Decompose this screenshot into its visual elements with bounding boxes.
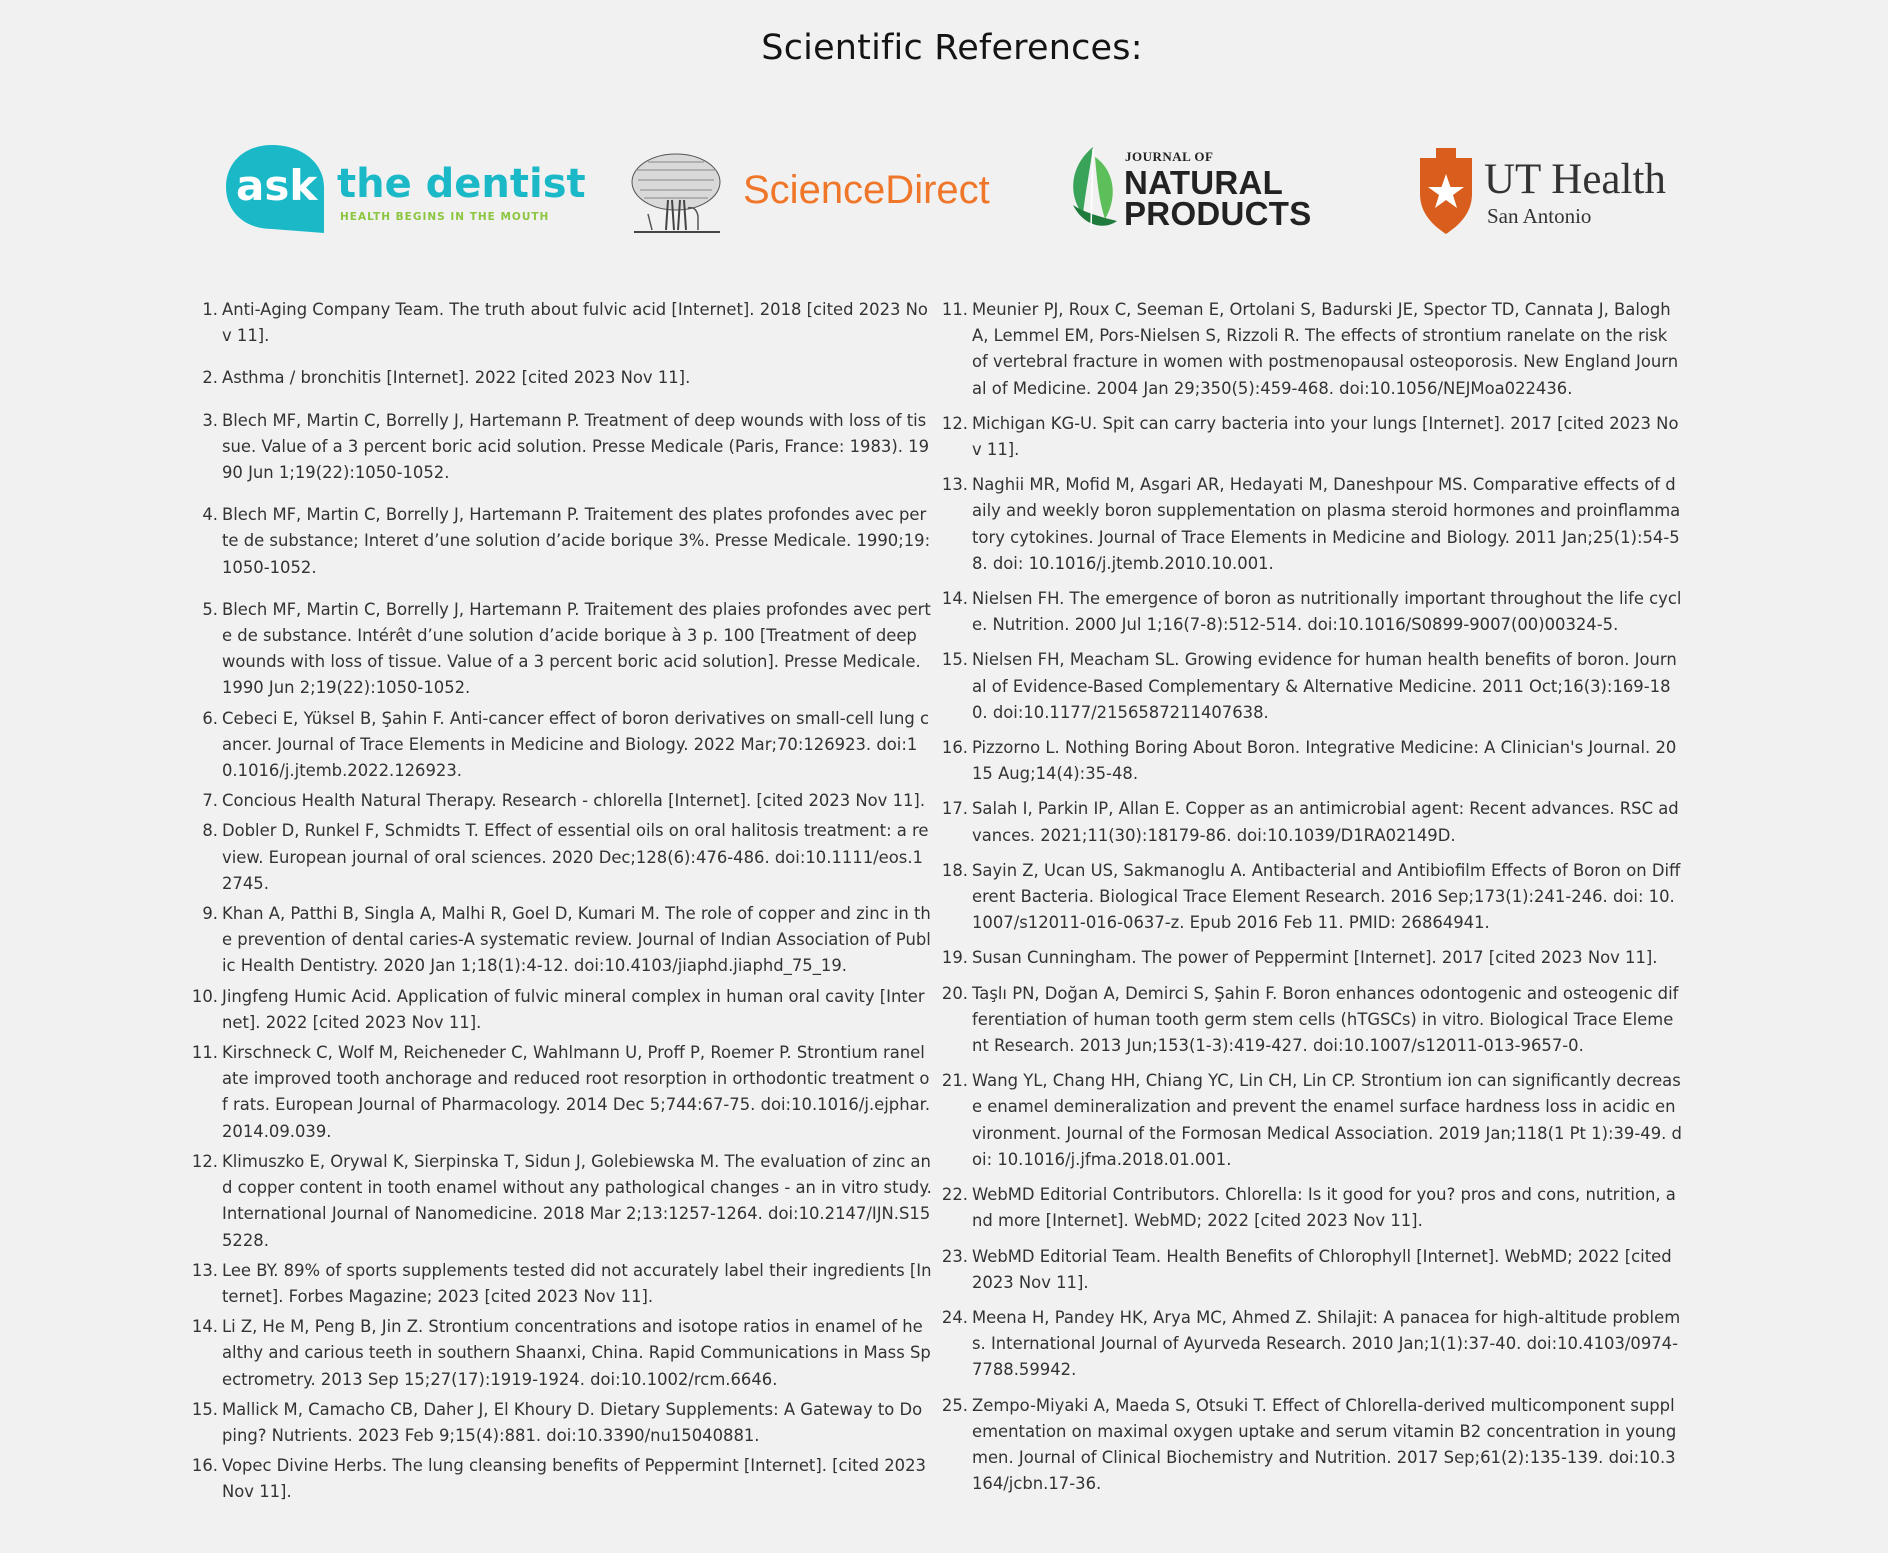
reference-number: 22.	[941, 1185, 968, 1205]
reference-text: Mallick M, Camacho CB, Daher J, El Khoury D. Dietary Supplements: A Gateway to Doping? Nutrients. 2023 Feb 9;15(4):881. doi:10.3390/nu15040881.	[222, 1399, 923, 1445]
reference-text: Klimuszko E, Orywal K, Sierpinska T, Sidun J, Golebiewska M. The evaluation of zinc and copper content in tooth enamel without any pathological changes - an in vitro study. International Journal of Nanomedicine. 2018 Mar 2;13:1257-1264. doi:10.2147/IJN.S155228.	[222, 1151, 932, 1250]
reference-text: Wang YL, Chang HH, Chiang YC, Lin CH, Lin CP. Strontium ion can significantly decrease enamel demineralization and prevent the enamel surface hardness loss in acidic environment. Journal of the Formosan Medical Association. 2019 Jan;118(1 Pt 1):39-49. doi: 10.1016/j.jfma.2018.01.001.	[972, 1071, 1682, 1169]
reference-item	[190, 502, 932, 581]
jnp-line-2: PRODUCTS	[1124, 195, 1312, 232]
journal-natural-products-logo[interactable]	[1065, 145, 1335, 235]
reference-item	[190, 1314, 932, 1393]
reference-number: 7.	[202, 791, 218, 811]
reference-number: 16.	[941, 738, 968, 758]
ut-health-logo[interactable]	[1414, 144, 1684, 236]
reference-text: Blech MF, Martin C, Borrelly J, Hartemann P. Traitement des plaies profondes avec perte de substance. Intérêt d’une solution d’acide borique à 3 p. 100 [Treatment of deep wounds with loss of tissue. Value of a 3 percent boric acid solution]. Presse Medicale. 1990 Jun 2;19(22):1050-1052.	[222, 599, 931, 698]
reference-number: 10.	[191, 986, 218, 1006]
reference-number: 5.	[202, 599, 218, 619]
reference-item	[190, 365, 932, 391]
reference-item	[940, 1182, 1682, 1234]
reference-text: Susan Cunningham. The power of Peppermint [Internet]. 2017 [cited 2023 Nov 11].	[972, 948, 1658, 968]
reference-number: 12.	[941, 413, 968, 433]
reference-number: 8.	[202, 821, 218, 841]
reference-item	[190, 408, 932, 487]
reference-item	[940, 945, 1682, 971]
reference-number: 11.	[191, 1043, 218, 1063]
ask-word: ask	[236, 161, 318, 210]
reference-number: 24.	[941, 1307, 968, 1327]
reference-number: 21.	[941, 1071, 968, 1091]
shield-star-icon	[1414, 144, 1478, 236]
reference-number: 12.	[191, 1151, 218, 1171]
reference-text: Nielsen FH, Meacham SL. Growing evidence for human health benefits of boron. Journal of Evidence-Based Complementary & Alternative Medicine. 2011 Oct;16(3):169-180. doi:10.1177/2156587211407638.	[972, 650, 1677, 722]
reference-number: 6.	[202, 708, 218, 728]
reference-item	[940, 1244, 1682, 1296]
references-left-column	[190, 297, 932, 1506]
jnp-small-caption: JOURNAL OF	[1125, 149, 1214, 164]
reference-text: Sayin Z, Ucan US, Sakmanoglu A. Antibacterial and Antibiofilm Effects of Boron on Different Bacteria. Biological Trace Element Research. 2016 Sep;173(1):241-246. doi: 10.1007/s12011-016-0637-z. Epub 2016 Feb 11. PMID: 26864941.	[972, 860, 1681, 933]
reference-item	[940, 796, 1682, 848]
reference-text: WebMD Editorial Team. Health Benefits of Chlorophyll [Internet]. WebMD; 2022 [cited 2023 Nov 11].	[972, 1246, 1672, 1292]
reference-number: 9.	[202, 904, 218, 924]
reference-text: Khan A, Patthi B, Singla A, Malhi R, Goel D, Kumari M. The role of copper and zinc in the prevention of dental caries-A systematic review. Journal of Indian Association of Public Health Dentistry. 2020 Jan 1;18(1):4-12. doi:10.4103/jiaphd.jiaphd_75_19.	[222, 904, 931, 976]
reference-item	[190, 1149, 932, 1254]
reference-text: Dobler D, Runkel F, Schmidts T. Effect of essential oils on oral halitosis treatment: a review. European journal of oral sciences. 2020 Dec;128(6):476-486. doi:10.1111/eos.12745.	[222, 821, 929, 893]
reference-item	[190, 597, 932, 702]
reference-number: 18.	[941, 860, 968, 880]
reference-number: 19.	[941, 948, 968, 968]
reference-text: Kirschneck C, Wolf M, Reicheneder C, Wahlmann U, Proff P, Roemer P. Strontium ranelate improved tooth anchorage and reduced root resorption in orthodontic treatment of rats. European Journal of Pharmacology. 2014 Dec 5;744:67-75. doi:10.1016/j.ejphar.2014.09.039.	[222, 1043, 931, 1141]
reference-item	[190, 1453, 932, 1505]
reference-text: Meunier PJ, Roux C, Seeman E, Ortolani S, Badurski JE, Spector TD, Cannata J, Balogh A, Lemmel EM, Pors-Nielsen S, Rizzoli R. The effects of strontium ranelate on the risk of vertebral fracture in women with postmenopausal osteoporosis. New England Journal of Medicine. 2004 Jan 29;350(5):459-468. doi:10.1056/NEJMoa022436.	[972, 300, 1679, 398]
reference-text: Vopec Divine Herbs. The lung cleansing benefits of Peppermint [Internet]. [cited 2023 Nov 11].	[222, 1456, 926, 1502]
ut-health-wordmark: UT Health	[1484, 156, 1666, 203]
reference-item	[940, 586, 1682, 638]
reference-number: 15.	[191, 1399, 218, 1419]
reference-text: Nielsen FH. The emergence of boron as nutritionally important throughout the life cycle. Nutrition. 2000 Jul 1;16(7-8):512-514. doi:10.1016/S0899-9007(00)00324-5.	[972, 589, 1682, 635]
reference-item	[190, 1258, 932, 1310]
reference-text: Lee BY. 89% of sports supplements tested did not accurately label their ingredients [Internet]. Forbes Magazine; 2023 [cited 2023 Nov 11].	[222, 1260, 932, 1306]
reference-item	[190, 984, 932, 1036]
reference-text: Naghii MR, Mofid M, Asgari AR, Hedayati M, Daneshpour MS. Comparative effects of daily and weekly boron supplementation on plasma steroid hormones and proinflammatory cytokines. Journal of Trace Elements in Medicine and Biology. 2011 Jan;25(1):54-58. doi: 10.1016/j.jtemb.2010.10.001.	[972, 475, 1681, 573]
reference-item	[190, 901, 932, 980]
sciencedirect-logo[interactable]	[628, 150, 990, 236]
reference-text: Concious Health Natural Therapy. Research - chlorella [Internet]. [cited 2023 Nov 11].	[222, 791, 926, 811]
reference-number: 25.	[941, 1395, 968, 1415]
reference-item	[940, 647, 1682, 726]
reference-item	[190, 818, 932, 897]
reference-item	[940, 1305, 1682, 1384]
reference-text: Cebeci E, Yüksel B, Şahin F. Anti-cancer effect of boron derivatives on small-cell lung cancer. Journal of Trace Elements in Medicine and Biology. 2022 Mar;70:126923. doi:10.1016/j.jtemb.2022.126923.	[222, 708, 929, 781]
reference-item	[190, 706, 932, 785]
reference-item	[940, 297, 1682, 402]
reference-number: 4.	[202, 505, 218, 525]
ut-health-subtitle: San Antonio	[1487, 204, 1592, 228]
references-right-column	[940, 297, 1682, 1497]
jnp-line-1: NATURAL	[1124, 164, 1284, 201]
reference-text: Asthma / bronchitis [Internet]. 2022 [cited 2023 Nov 11].	[222, 368, 691, 388]
reference-number: 16.	[191, 1456, 218, 1476]
reference-item	[190, 788, 932, 814]
reference-item	[940, 411, 1682, 463]
reference-item	[190, 297, 932, 349]
reference-text: Taşlı PN, Doğan A, Demirci S, Şahin F. Boron enhances odontogenic and osteogenic differentiation of human tooth germ stem cells (hTGSCs) in vitro. Biological Trace Element Research. 2013 Jun;153(1-3):419-427. doi:10.1007/s12011-013-9657-0.	[972, 983, 1679, 1056]
reference-number: 20.	[941, 983, 968, 1003]
reference-item	[940, 858, 1682, 937]
reference-number: 23.	[941, 1246, 968, 1266]
reference-number: 17.	[941, 799, 968, 819]
reference-item	[190, 1040, 932, 1145]
reference-text: Blech MF, Martin C, Borrelly J, Hartemann P. Traitement des plates profondes avec perte de substance; Interet d’une solution d’acide borique 3%. Presse Medicale. 1990;19:1050-1052.	[222, 505, 931, 577]
elsevier-tree-icon	[628, 150, 724, 236]
reference-text: Blech MF, Martin C, Borrelly J, Hartemann P. Treatment of deep wounds with loss of tissue. Value of a 3 percent boric acid solution. Presse Medicale (Paris, France: 1983). 1990 Jun 1;19(22):1050-1052.	[222, 410, 930, 483]
reference-text: Michigan KG-U. Spit can carry bacteria into your lungs [Internet]. 2017 [cited 2023 Nov 11].	[972, 413, 1679, 460]
leaf-icon	[1065, 145, 1121, 233]
reference-number: 13.	[191, 1260, 218, 1280]
reference-number: 14.	[941, 589, 968, 609]
ask-the-dentist-logo[interactable]	[224, 143, 586, 235]
reference-item	[940, 472, 1682, 577]
reference-text: Li Z, He M, Peng B, Jin Z. Strontium concentrations and isotope ratios in enamel of healthy and carious teeth in southern Shaanxi, China. Rapid Communications in Mass Spectrometry. 2013 Sep 15;27(17):1919-1924. doi:10.1002/rcm.6646.	[222, 1317, 931, 1389]
reference-number: 3.	[202, 410, 218, 430]
ask-title: the dentist	[337, 161, 586, 207]
reference-item	[940, 1393, 1682, 1498]
sciencedirect-wordmark: ScienceDirect	[743, 168, 990, 212]
reference-number: 13.	[941, 475, 968, 495]
page-title: Scientific References:	[761, 28, 1143, 68]
reference-number: 1.	[202, 300, 218, 319]
reference-number: 15.	[941, 650, 968, 670]
reference-text: Meena H, Pandey HK, Arya MC, Ahmed Z. Shilajit: A panacea for high-altitude problems. International Journal of Ayurveda Research. 2010 Jan;1(1):37-40. doi:10.4103/0974-7788.59942.	[972, 1307, 1681, 1380]
reference-text: Pizzorno L. Nothing Boring About Boron. Integrative Medicine: A Clinician's Journal. 2015 Aug;14(4):35-48.	[972, 738, 1677, 784]
reference-item	[190, 1397, 932, 1449]
reference-item	[940, 735, 1682, 787]
ask-tagline: HEALTH BEGINS IN THE MOUTH	[340, 211, 550, 223]
reference-number: 14.	[191, 1317, 218, 1337]
reference-item	[940, 1068, 1682, 1173]
reference-text: WebMD Editorial Contributors. Chlorella: Is it good for you? pros and cons, nutrition, and more [Internet]. WebMD; 2022 [cited 2023 Nov 11].	[972, 1185, 1676, 1231]
reference-text: Anti-Aging Company Team. The truth about fulvic acid [Internet]. 2018 [cited 2023 Nov 11].	[222, 300, 928, 346]
reference-number: 11.	[941, 300, 968, 319]
reference-text: Jingfeng Humic Acid. Application of fulvic mineral complex in human oral cavity [Internet]. 2022 [cited 2023 Nov 11].	[222, 986, 925, 1032]
reference-text: Salah I, Parkin IP, Allan E. Copper as an antimicrobial agent: Recent advances. RSC advances. 2021;11(30):18179-86. doi:10.1039/D1RA02149D.	[972, 799, 1679, 845]
reference-number: 2.	[202, 368, 218, 388]
reference-text: Zempo-Miyaki A, Maeda S, Otsuki T. Effect of Chlorella-derived multicomponent supplementation on maximal oxygen uptake and serum vitamin B2 concentration in young men. Journal of Clinical Biochemistry and Nutrition. 2017 Sep;61(2):135-139. doi:10.3164/jcbn.17-36.	[972, 1395, 1677, 1494]
reference-item	[940, 981, 1682, 1060]
